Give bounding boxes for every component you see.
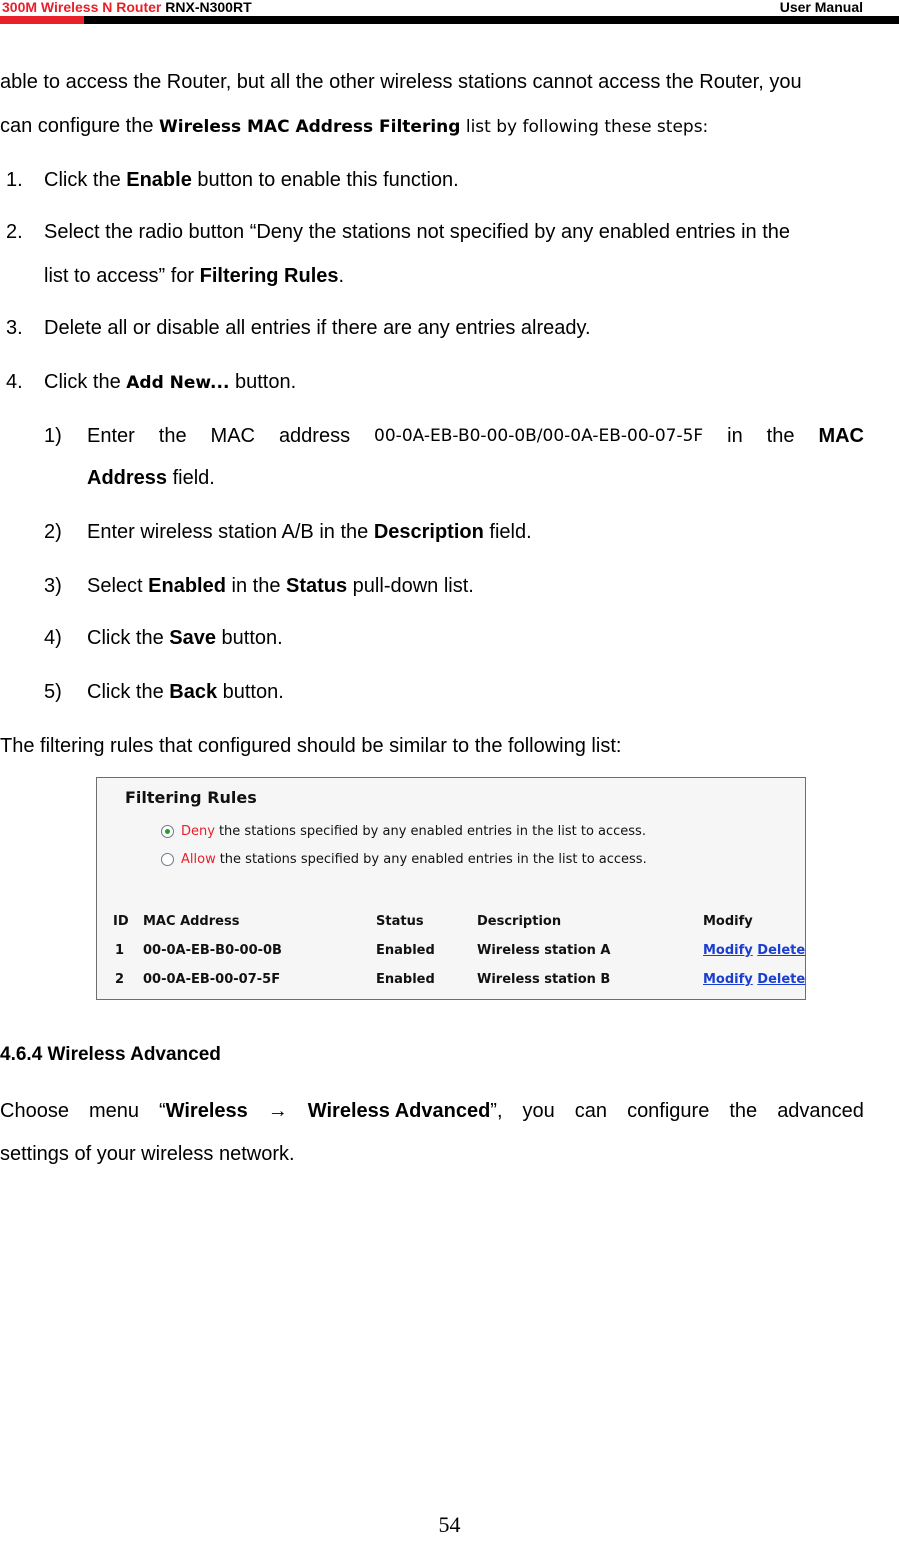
section-line-1 — [0, 1099, 864, 1123]
step-4-text — [44, 370, 296, 395]
header-model: RNX-N300RT — [165, 0, 252, 15]
substep-4-b: Save — [169, 627, 216, 649]
step-2-a: list to access” for — [44, 265, 200, 287]
row-1-description: Wireless station A — [477, 943, 611, 958]
allow-radio-row[interactable] — [161, 852, 647, 867]
col-id: ID — [113, 914, 129, 929]
substep-1-w1: Enter — [87, 425, 135, 447]
substep-3-text — [87, 574, 474, 598]
substep-3-c: in the — [225, 575, 286, 597]
row-1-id: 1 — [115, 943, 125, 958]
col-modify: Modify — [703, 914, 753, 929]
step-2-number: 2. — [6, 221, 23, 243]
allow-word: Allow — [181, 852, 216, 867]
substep-2-c: field. — [483, 521, 532, 543]
substep-5-b: Back — [169, 681, 218, 703]
section-w5 — [308, 1099, 503, 1123]
outro-text: The filtering rules that configured should be similar to the following list: — [0, 735, 622, 757]
section-w3 — [159, 1099, 248, 1123]
section-line-2: settings of your wireless network. — [0, 1143, 295, 1165]
section-w9: the — [729, 1100, 758, 1122]
step-1-a: Click the — [44, 169, 127, 191]
deny-radio-row[interactable] — [161, 824, 646, 839]
row-2-delete-link[interactable]: Delete — [757, 972, 806, 987]
section-w10: advanced — [777, 1100, 864, 1122]
section-heading: 4.6.4 Wireless Advanced — [0, 1044, 221, 1065]
row-1-status: Enabled — [376, 943, 435, 958]
row-1-actions — [703, 943, 805, 958]
row-2-modify-link[interactable]: Modify — [703, 972, 753, 987]
row-2-id: 2 — [115, 972, 125, 987]
row-1-modify-link[interactable]: Modify — [703, 943, 753, 958]
substep-1-w6: in — [727, 425, 743, 447]
substep-3-a: Select — [87, 575, 149, 597]
step-2-line-1: Select the radio button “Deny the stations not specified by any enabled entries in the — [44, 221, 791, 243]
page-header — [0, 0, 899, 26]
intro-line-1: able to access the Router, but all the other wireless stations cannot access the Router, you — [0, 71, 802, 93]
page-number: 54 — [438, 1512, 461, 1537]
substep-5-number: 5) — [44, 681, 62, 703]
substep-4-number: 4) — [44, 627, 62, 649]
row-1-delete-link[interactable]: Delete — [757, 943, 806, 958]
substep-1-line-2 — [87, 466, 215, 490]
filtering-rules-title: Filtering Rules — [125, 788, 257, 807]
step-4-number: 4. — [6, 371, 23, 393]
step-2-b: Filtering Rules — [199, 265, 339, 287]
step-1-text — [44, 168, 459, 192]
row-2-description: Wireless station B — [477, 972, 611, 987]
step-3-number: 3. — [6, 317, 23, 339]
substep-1-w4: address — [278, 425, 351, 447]
allow-text: the stations specified by any enabled entries in the list to access. — [219, 852, 647, 867]
substep-3-e: pull-down list. — [347, 575, 474, 597]
substep-3-d: Status — [286, 575, 348, 597]
header-bar-red — [0, 16, 84, 24]
substep-1-field: Address — [87, 467, 168, 489]
header-product — [2, 0, 252, 14]
section-menu-advanced: Wireless Advanced — [307, 1100, 491, 1122]
row-2-mac: 00-0A-EB-00-07-5F — [143, 972, 281, 987]
substep-4-c: button. — [215, 627, 283, 649]
section-open-quote: “ — [159, 1100, 166, 1122]
intro-term: Wireless MAC Address Filtering — [159, 117, 461, 137]
substep-5-a: Click the — [87, 681, 170, 703]
substep-2-number: 2) — [44, 521, 62, 543]
step-1-c: button to enable this function. — [191, 169, 459, 191]
row-2-actions — [703, 972, 805, 987]
substep-5-text — [87, 680, 284, 704]
step-4-c: button. — [229, 371, 297, 393]
step-4-b: Add New... — [126, 373, 230, 393]
row-2-status: Enabled — [376, 972, 435, 987]
substep-1-mac-values: 00-0A-EB-B0-00-0B/00-0A-EB-00-07-5F — [374, 426, 704, 446]
row-1-mac: 00-0A-EB-B0-00-0B — [143, 943, 282, 958]
section-w2: menu — [88, 1100, 139, 1122]
substep-1-w8: MAC — [818, 425, 864, 447]
substep-1-w7: the — [766, 425, 795, 447]
header-bar-black — [84, 16, 899, 24]
col-status: Status — [376, 914, 424, 929]
step-4-a: Click the — [44, 371, 127, 393]
step-1-b: Enable — [126, 169, 192, 191]
substep-5-c: button. — [217, 681, 284, 703]
header-product-name: 300M Wireless N Router — [2, 0, 162, 15]
section-w7: can — [574, 1100, 608, 1122]
section-w8: configure — [627, 1100, 710, 1122]
substep-1-line-1 — [87, 424, 864, 448]
step-3-text: Delete all or disable all entries if there are any entries already. — [44, 317, 591, 339]
deny-radio-icon[interactable] — [161, 825, 174, 838]
intro-text-a: can configure the — [0, 115, 159, 137]
intro-line-2 — [0, 114, 708, 139]
intro-text-c: list by following these steps: — [460, 117, 709, 137]
step-1-number: 1. — [6, 169, 23, 191]
substep-3-b: Enabled — [148, 575, 226, 597]
section-arrow: → — [267, 1100, 288, 1122]
section-w1: Choose — [0, 1100, 69, 1122]
step-2-c: . — [338, 265, 345, 287]
deny-text: the stations specified by any enabled entries in the list to access. — [218, 824, 646, 839]
substep-3-number: 3) — [44, 575, 62, 597]
deny-word: Deny — [181, 824, 215, 839]
allow-radio-icon[interactable] — [161, 853, 174, 866]
section-close-quote: ”, — [490, 1100, 503, 1122]
substep-2-b: Description — [373, 521, 484, 543]
substep-4-a: Click the — [87, 627, 170, 649]
filtering-rules-screenshot — [96, 777, 806, 1000]
substep-1-tail: field. — [167, 467, 215, 489]
substep-1-number: 1) — [44, 425, 62, 447]
substep-2-a: Enter wireless station A/B in the — [87, 521, 374, 543]
header-doc-type: User Manual — [779, 0, 863, 15]
substep-1-w2: the — [158, 425, 187, 447]
substep-1-w3: MAC — [210, 425, 255, 447]
substep-2-text — [87, 520, 532, 544]
step-2-line-2 — [44, 264, 344, 288]
col-description: Description — [477, 914, 562, 929]
section-menu-wireless: Wireless — [165, 1100, 248, 1122]
col-mac: MAC Address — [143, 914, 240, 929]
section-w6: you — [522, 1100, 555, 1122]
substep-4-text — [87, 626, 283, 650]
